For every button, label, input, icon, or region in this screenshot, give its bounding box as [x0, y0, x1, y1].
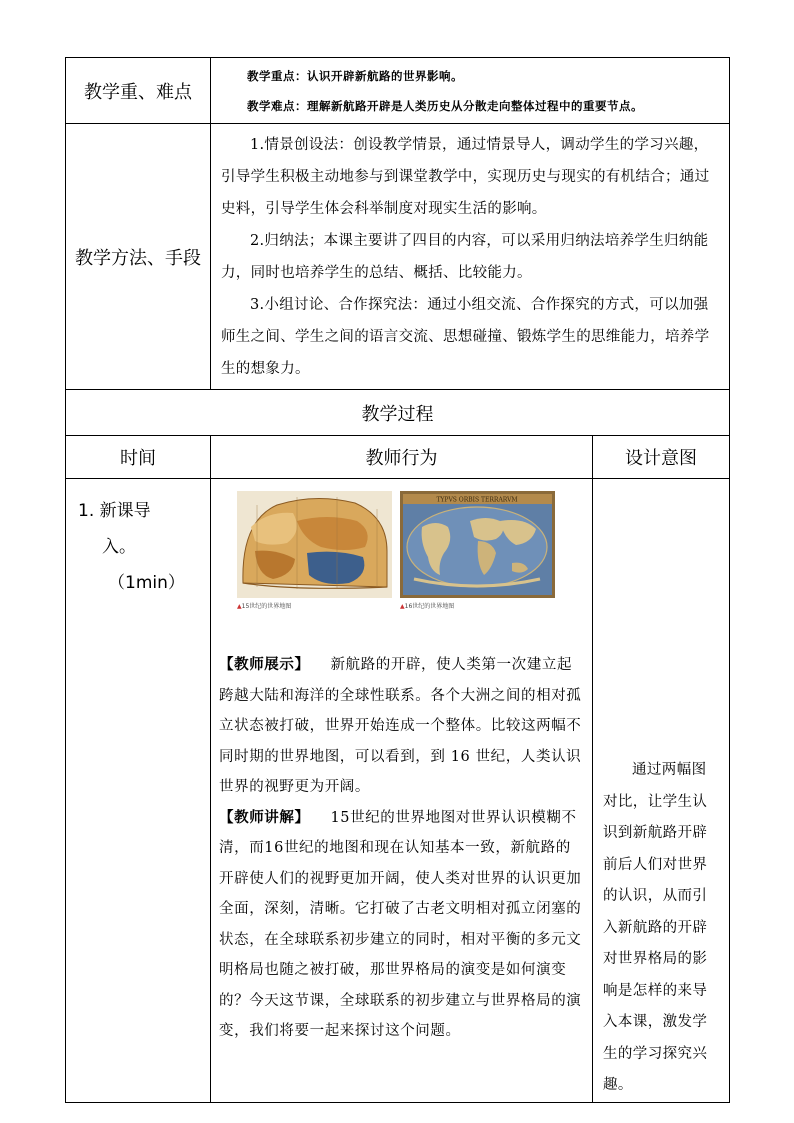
explain-tag: 【教师讲解】	[219, 808, 310, 826]
header-time: 时间	[66, 436, 211, 479]
process-header-row	[66, 436, 730, 479]
method-paragraph: 2.归纳法；本课主要讲了四目的内容，可以采用归纳法培养学生归纳能力，同时也培养学生的总结、概括、比较能力。	[221, 233, 709, 281]
header-teacher: 教师行为	[211, 436, 593, 479]
teacher-show-paragraph	[219, 650, 584, 803]
show-tag: 【教师展示】	[219, 656, 310, 673]
teacher-explain-paragraph	[219, 803, 584, 1047]
time-line: （1min）	[108, 573, 185, 593]
process-row-1	[66, 479, 730, 1103]
time-line: 入。	[102, 537, 136, 557]
time-cell	[66, 479, 211, 1103]
method-paragraph: 3.小组讨论、合作探究法：通过小组交流、合作探究的方式，可以加强师生之间、学生之间的语言交流、思想碰撞、锻炼学生的思维能力，培养学生的想象力。	[221, 297, 710, 377]
show-text: 新航路的开辟，使人类第一次建立起跨越大陆和海洋的全球性联系。各个大洲之间的相对孤立状态被打破，世界开始连成一个整体。比较这两幅不同时期的世界地图，可以看到，到 16 世纪，人类认识世界的视野更为开阔。	[219, 657, 582, 795]
methods-row	[66, 124, 730, 390]
teacher-text	[219, 650, 584, 1047]
objectives-row	[66, 58, 730, 124]
difficult-point: 教学难点：理解新航路开辟是人类历史从分散走向整体过程中的重要节点。	[247, 98, 643, 113]
map-caption: ▲15世纪的世界地图	[237, 603, 292, 610]
method-paragraph: 1.情景创设法：创设教学情景，通过情景导人，调动学生的学习兴趣，引导学生积极主动地参与到课堂教学中，实现历史与现实的有机结合；通过史料，引导学生体会科举制度对现实生活的影响。	[221, 137, 710, 217]
map-images	[237, 491, 584, 610]
lesson-plan-table	[65, 57, 730, 1103]
time-line: 1. 新课导	[78, 501, 151, 521]
explain-text: 15世纪的世界地图对世界认识模糊不清，而16世纪的地图和现在认知基本一致，新航路的开辟使人们的视野更加开阔，使人类对世界的认识更加全面，深刻，清晰。它打破了古老文明相对孤立闭塞的状态，在全球联系初步建立的同时，相对平衡的多元文明格局也随之被打破，那世界格局的演变是如何演变的？今天这节课，全球联系的初步建立与世界格局的演变，我们将要一起来探讨这个问题。	[219, 809, 582, 1039]
key-point: 教学重点：认识开辟新航路的世界影响。	[247, 68, 463, 83]
objectives-label: 教学重、难点	[66, 58, 211, 124]
design-text: 通过两幅图对比，让学生认识到新航路开辟前后人们对世界的认识，从而引入新航路的开辟对世界格局的影响是怎样的来导入本课，激发学生的学习探究兴趣。	[603, 762, 708, 1093]
process-title: 教学过程	[66, 390, 730, 436]
map-title-banner: TYPVS ORBIS TERRARVM	[436, 496, 518, 504]
design-intent-cell	[593, 479, 730, 1103]
map-caption: ▲16世纪的世界地图	[400, 603, 455, 610]
world-map-16th-image	[400, 491, 555, 598]
methods-content	[211, 124, 730, 390]
objectives-content	[211, 58, 730, 124]
methods-label: 教学方法、手段	[66, 124, 211, 390]
teacher-action-cell	[211, 479, 593, 1103]
process-title-row	[66, 390, 730, 436]
header-design: 设计意图	[593, 436, 730, 479]
world-map-15th-image	[237, 491, 392, 598]
map-figure-16th	[400, 491, 555, 610]
map-figure-15th	[237, 491, 392, 610]
